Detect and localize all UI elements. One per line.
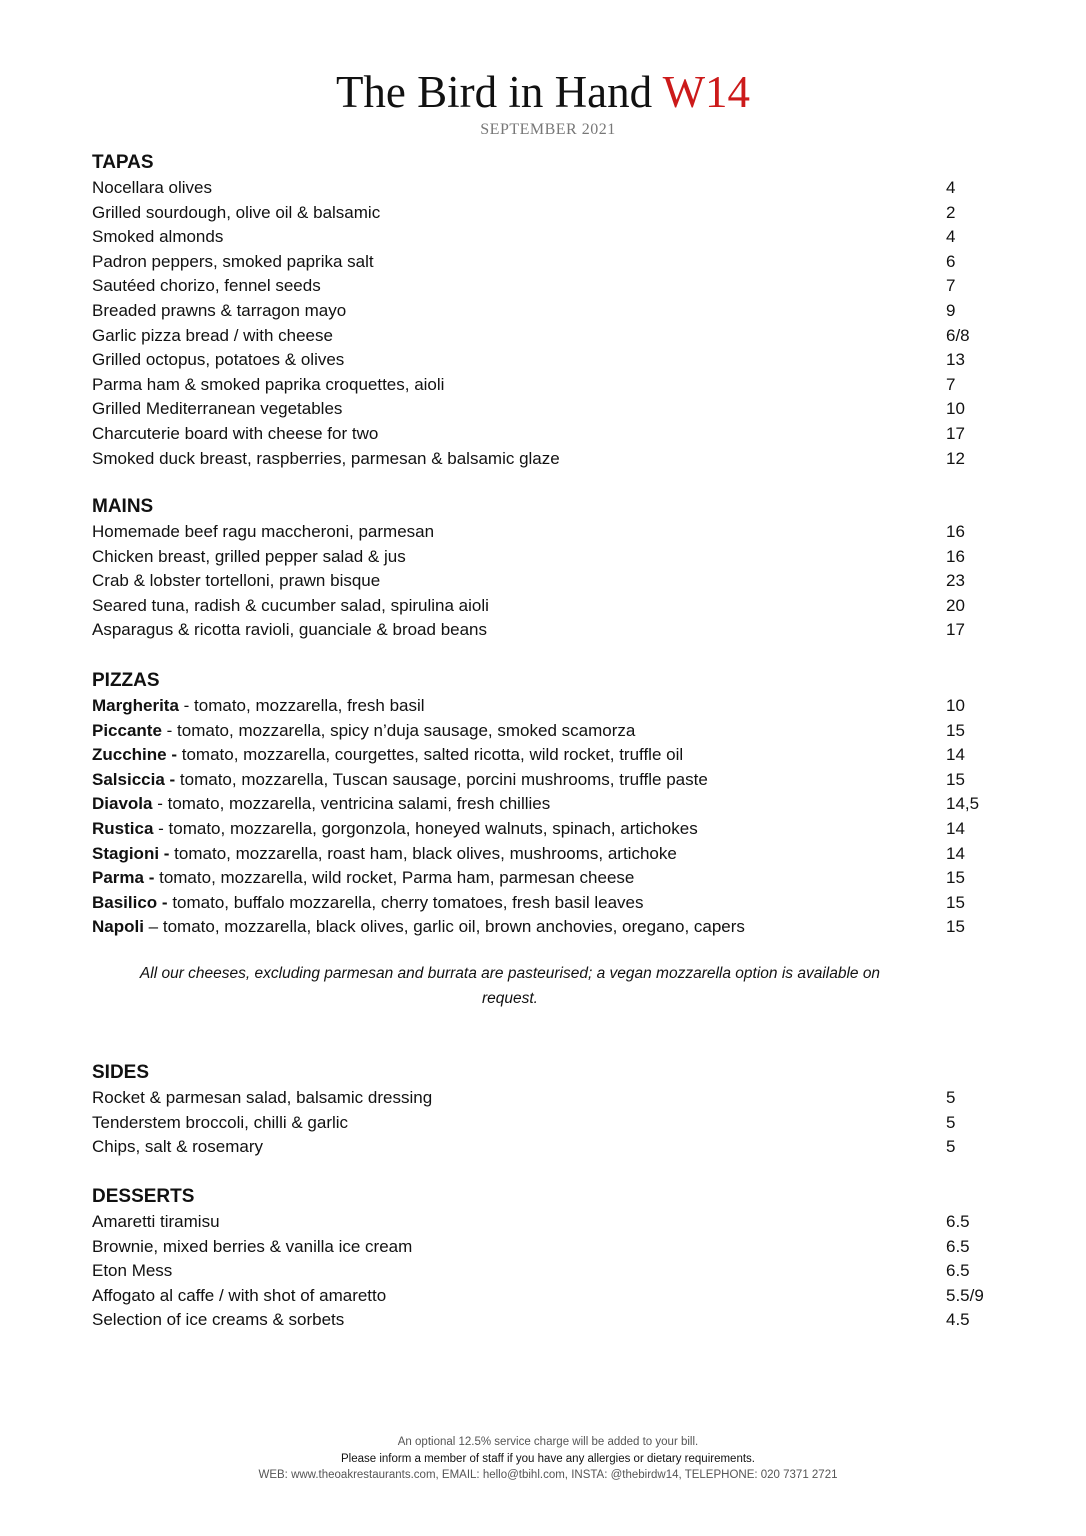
section-title: SIDES: [92, 1062, 150, 1083]
item-name: Grilled octopus, potatoes & olives: [92, 350, 345, 370]
menu-item: [92, 422, 992, 447]
item-price: 9: [946, 300, 956, 320]
item-price: 12: [946, 448, 965, 468]
menu-item: [92, 792, 992, 817]
section-title: DESSERTS: [92, 1186, 195, 1207]
item-price: 10: [946, 399, 965, 419]
menu-item: [92, 618, 992, 643]
item-name: Charcuterie board with cheese for two: [92, 423, 379, 443]
item-price: 17: [946, 620, 965, 640]
menu-item: [92, 1308, 992, 1333]
pizza-name: Napoli: [92, 917, 144, 937]
service-charge-note: An optional 12.5% service charge will be added to your bill.: [397, 1436, 699, 1448]
pizza-name: Basilico -: [92, 892, 168, 912]
item-price: 23: [946, 571, 965, 591]
item-name: Smoked duck breast, raspberries, parmesan & balsamic glaze: [92, 448, 560, 468]
menu-item: [92, 545, 992, 570]
item-name: [92, 915, 745, 940]
pizzas-section: [92, 668, 992, 940]
menu-item: [92, 842, 992, 867]
section-title: MAINS: [92, 496, 154, 517]
sides-section: [92, 1060, 992, 1160]
item-price: 7: [946, 276, 956, 296]
menu-item: [92, 397, 992, 422]
pizza-desc: tomato, mozzarella, courgettes, salted ricotta, wild rocket, truffle oil: [177, 745, 684, 765]
item-price: 13: [946, 350, 965, 370]
item-name: Asparagus & ricotta ravioli, guanciale & broad beans: [92, 620, 488, 640]
menu-item: [92, 1235, 992, 1260]
item-price: 5: [946, 1137, 956, 1157]
pizza-name: Piccante: [92, 720, 162, 740]
item-price: 5.5/9: [946, 1285, 984, 1305]
item-price: 4: [946, 227, 956, 247]
pizza-desc: tomato, mozzarella, roast ham, black olives, mushrooms, artichoke: [169, 843, 677, 863]
mains-section: [92, 494, 992, 643]
item-price: 14: [946, 745, 965, 765]
item-price: 6.5: [946, 1236, 970, 1256]
item-name: [92, 694, 425, 719]
item-name: Seared tuna, radish & cucumber salad, spirulina aioli: [92, 595, 489, 615]
item-name: Parma ham & smoked paprika croquettes, aioli: [92, 374, 445, 394]
item-price: 14: [946, 818, 965, 838]
item-price: 14: [946, 843, 965, 863]
item-price: 6/8: [946, 325, 970, 345]
item-price: 14,5: [946, 794, 980, 814]
item-name: Smoked almonds: [92, 227, 224, 247]
pizza-desc: tomato, buffalo mozzarella, cherry tomatoes, fresh basil leaves: [167, 892, 644, 912]
contact-info: WEB: www.theoakrestaurants.com, EMAIL: hello@tbihl.com, INSTA: @thebirdw14, TELEPHONE: 020 7371 2721: [258, 1469, 838, 1481]
item-name: Nocellara olives: [92, 178, 212, 197]
pizza-name: Rustica: [92, 818, 154, 838]
item-price: 15: [946, 917, 965, 937]
pizza-desc: tomato, mozzarella, Tuscan sausage, porcini mushrooms, truffle paste: [175, 769, 708, 789]
item-name: Chips, salt & rosemary: [92, 1137, 263, 1157]
desserts-section: [92, 1184, 992, 1333]
item-name: Crab & lobster tortelloni, prawn bisque: [92, 571, 381, 591]
tapas-section: [92, 150, 992, 471]
item-price: 17: [946, 423, 965, 443]
pizza-desc: – tomato, mozzarella, black olives, garlic oil, brown anchovies, oregano, capers: [143, 917, 745, 937]
item-name: [92, 842, 677, 867]
item-name: Breaded prawns & tarragon mayo: [92, 300, 347, 320]
item-price: 7: [946, 374, 956, 394]
menu-item: [92, 569, 992, 594]
footer: [0, 1434, 1086, 1484]
menu-item: [92, 299, 992, 324]
menu-item: [92, 866, 992, 891]
item-price: 5: [946, 1112, 956, 1132]
item-price: 15: [946, 720, 965, 740]
menu-date: SEPTEMBER 2021: [480, 121, 616, 138]
item-name: Brownie, mixed berries & vanilla ice cream: [92, 1236, 413, 1256]
restaurant-title: [0, 64, 1086, 120]
item-price: 6.5: [946, 1261, 970, 1281]
item-name: Padron peppers, smoked paprika salt: [92, 251, 374, 271]
item-name: Grilled sourdough, olive oil & balsamic: [92, 202, 381, 222]
item-price: 16: [946, 546, 965, 566]
item-name: [92, 743, 683, 768]
menu-item: [92, 225, 992, 250]
menu-item: [92, 201, 992, 226]
menu-item: [92, 250, 992, 275]
item-name: Rocket & parmesan salad, balsamic dressing: [92, 1088, 433, 1107]
pizza-name: Salsiccia -: [92, 769, 176, 789]
item-name: Affogato al caffe / with shot of amaretto: [92, 1285, 387, 1305]
item-price: 15: [946, 892, 965, 912]
item-price: 4: [946, 178, 956, 197]
item-name: [92, 891, 644, 916]
menu-item: [92, 447, 992, 472]
menu-item: [92, 719, 992, 744]
item-name: Chicken breast, grilled pepper salad & jus: [92, 546, 406, 566]
pizza-desc: tomato, mozzarella, wild rocket, Parma ham, parmesan cheese: [154, 868, 635, 888]
item-name: [92, 866, 634, 891]
menu-item: [92, 274, 992, 299]
menu-item: [92, 891, 992, 916]
title-accent: W14: [662, 67, 751, 117]
item-name: [92, 792, 550, 817]
item-name: [92, 817, 698, 842]
pizza-name: Zucchine -: [92, 745, 178, 765]
item-name: [92, 719, 635, 744]
menu-item: [92, 743, 992, 768]
item-price: 15: [946, 868, 965, 888]
section-title: PIZZAS: [92, 670, 160, 691]
menu-item: [92, 1086, 992, 1111]
item-price: 16: [946, 522, 965, 541]
menu-item: [92, 176, 992, 201]
item-price: 20: [946, 595, 965, 615]
item-price: 6.5: [946, 1212, 970, 1231]
pizza-desc: - tomato, mozzarella, fresh basil: [178, 696, 425, 715]
pizza-name: Parma -: [92, 868, 155, 888]
menu-item: [92, 1259, 992, 1284]
menu-item: [92, 348, 992, 373]
menu-item: [92, 1284, 992, 1309]
menu-item: [92, 694, 992, 719]
pizza-name: Margherita: [92, 696, 179, 715]
item-name: [92, 768, 708, 793]
menu-item: [92, 373, 992, 398]
item-name: Homemade beef ragu maccheroni, parmesan: [92, 522, 435, 541]
allergy-note: Please inform a member of staff if you have any allergies or dietary requirements.: [341, 1452, 755, 1465]
item-price: 5: [946, 1088, 956, 1107]
menu-item: [92, 324, 992, 349]
item-price: 10: [946, 696, 965, 715]
item-name: Garlic pizza bread / with cheese: [92, 325, 333, 345]
menu-item: [92, 915, 992, 940]
pizza-desc: - tomato, mozzarella, ventricina salami, fresh chillies: [152, 794, 551, 814]
cheese-note: All our cheeses, excluding parmesan and burrata are pasteurised; a vegan mozzarella option is available on request.: [139, 965, 881, 1007]
item-name: Amaretti tiramisu: [92, 1212, 220, 1231]
item-price: 15: [946, 769, 965, 789]
pizza-name: Stagioni -: [92, 843, 170, 863]
menu-item: [92, 594, 992, 619]
item-price: 4.5: [946, 1310, 970, 1330]
section-title: TAPAS: [92, 152, 154, 173]
item-price: 2: [946, 202, 956, 222]
menu-item: [92, 817, 992, 842]
menu-item: [92, 1135, 992, 1160]
item-price: 6: [946, 251, 956, 271]
pizza-name: Diavola: [92, 794, 153, 814]
item-name: Eton Mess: [92, 1261, 173, 1281]
pizza-desc: - tomato, mozzarella, gorgonzola, honeyed walnuts, spinach, artichokes: [153, 818, 698, 838]
menu-item: [92, 1210, 992, 1235]
menu-item: [92, 520, 992, 545]
menu-item: [92, 1111, 992, 1136]
menu-item: [92, 768, 992, 793]
pizza-desc: - tomato, mozzarella, spicy n’duja sausage, smoked scamorza: [161, 720, 636, 740]
item-name: Grilled Mediterranean vegetables: [92, 399, 343, 419]
item-name: Sautéed chorizo, fennel seeds: [92, 276, 321, 296]
title-text: The Bird in Hand: [335, 67, 653, 117]
item-name: Tenderstem broccoli, chilli & garlic: [92, 1112, 349, 1132]
item-name: Selection of ice creams & sorbets: [92, 1310, 345, 1330]
